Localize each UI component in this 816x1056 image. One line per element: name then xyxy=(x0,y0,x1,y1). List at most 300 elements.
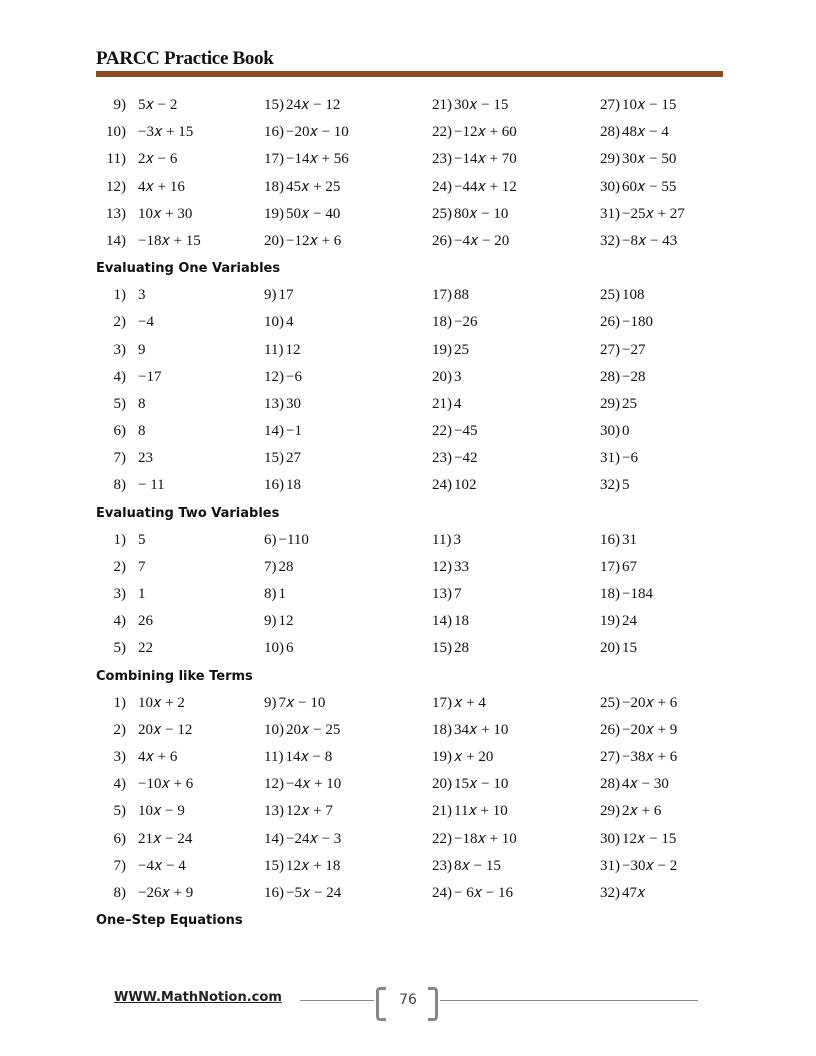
answer-number: 26) xyxy=(600,721,620,738)
answer-number: 2) xyxy=(113,721,126,738)
answer-number: 7) xyxy=(113,450,126,467)
answer-value: 9 xyxy=(138,341,146,358)
answer-item xyxy=(96,391,264,418)
answer-item xyxy=(96,364,264,391)
answer-value: −24𝑥 − 3 xyxy=(286,830,342,847)
answer-number: 8) xyxy=(113,884,126,901)
answer-number: 30) xyxy=(600,423,620,440)
answer-number: 15) xyxy=(264,97,284,113)
answer-number: 19) xyxy=(264,205,284,222)
answer-value: 48𝑥 − 4 xyxy=(622,124,669,141)
answer-item xyxy=(264,201,432,228)
answer-number: 13) xyxy=(106,205,126,222)
header-rule xyxy=(96,71,723,77)
answer-item xyxy=(600,853,723,880)
answer-item xyxy=(96,174,264,201)
answer-value: 12 xyxy=(278,613,294,630)
answer-value: −26 xyxy=(454,314,478,331)
answer-value: 45𝑥 + 25 xyxy=(286,178,341,195)
answer-number: 32) xyxy=(600,884,620,901)
answer-item xyxy=(432,364,600,391)
answer-item xyxy=(96,853,264,880)
answer-number: 30) xyxy=(600,830,620,847)
answer-number: 16) xyxy=(600,531,620,548)
answer-number: 15) xyxy=(432,640,452,657)
answer-value: 15𝑥 − 10 xyxy=(454,776,509,793)
answer-value: 4𝑥 + 16 xyxy=(138,178,185,195)
answer-item xyxy=(264,717,432,744)
answer-item xyxy=(96,527,264,554)
answer-column xyxy=(96,690,264,908)
answer-item xyxy=(264,635,432,662)
answer-item xyxy=(264,853,432,880)
answer-item xyxy=(264,880,432,907)
answer-number: 6) xyxy=(264,531,277,548)
answer-number: 5) xyxy=(113,640,126,657)
answer-number: 26) xyxy=(600,314,620,331)
answer-number: 32) xyxy=(600,477,620,494)
answer-item xyxy=(432,581,600,608)
answer-item xyxy=(600,826,723,853)
answer-item xyxy=(96,309,264,336)
answer-number: 19) xyxy=(600,613,620,630)
answer-item xyxy=(264,391,432,418)
answer-value: 4𝑥 − 30 xyxy=(622,776,669,793)
answer-item xyxy=(96,771,264,798)
answer-item xyxy=(96,146,264,173)
answer-value: −20𝑥 + 6 xyxy=(622,694,678,711)
answer-item xyxy=(264,337,432,364)
answer-number: 16) xyxy=(264,124,284,141)
answer-column xyxy=(96,282,264,500)
answer-value: 80𝑥 − 10 xyxy=(454,205,509,222)
answer-value: 5 xyxy=(622,477,630,494)
answer-value: 12𝑥 − 15 xyxy=(622,830,677,847)
answer-value: 10𝑥 − 15 xyxy=(622,97,677,113)
answer-item xyxy=(96,880,264,907)
answer-item xyxy=(432,92,600,119)
answer-value: 34𝑥 + 10 xyxy=(454,721,509,738)
answer-value: 26 xyxy=(138,613,153,630)
answer-item xyxy=(264,92,432,119)
answer-value: −184 xyxy=(622,586,653,602)
answer-item xyxy=(600,228,723,255)
answer-value: 18 xyxy=(454,613,469,630)
answer-number: 27) xyxy=(600,341,620,358)
answer-number: 11) xyxy=(264,748,284,765)
answer-item xyxy=(432,880,600,907)
answer-item xyxy=(432,337,600,364)
answer-number: 3) xyxy=(113,586,126,602)
answer-item xyxy=(600,146,723,173)
answer-value: − 6𝑥 − 16 xyxy=(454,884,514,901)
answer-value: 8𝑥 − 15 xyxy=(454,857,501,874)
answer-value: 88 xyxy=(454,287,469,304)
answer-number: 20) xyxy=(600,640,620,657)
answer-item xyxy=(432,826,600,853)
answer-number: 3) xyxy=(113,341,126,358)
answer-value: −4 xyxy=(138,314,154,331)
answer-column xyxy=(600,92,723,255)
answer-value: 8 xyxy=(138,395,146,412)
answer-value: 𝑥 + 20 xyxy=(454,748,494,765)
answer-number: 29) xyxy=(600,151,620,168)
answer-number: 18) xyxy=(432,314,452,331)
answer-number: 10) xyxy=(264,640,284,657)
answer-number: 21) xyxy=(432,97,452,113)
answer-value: −25𝑥 + 27 xyxy=(622,205,685,222)
answer-number: 5) xyxy=(113,803,126,820)
answer-value: −27 xyxy=(622,341,646,358)
answer-item xyxy=(264,445,432,472)
answer-number: 14) xyxy=(106,232,126,249)
answer-item xyxy=(432,445,600,472)
answer-column xyxy=(264,690,432,908)
answer-number: 22) xyxy=(432,830,452,847)
footer-divider-right xyxy=(440,1000,698,1001)
answer-value: 6 xyxy=(286,640,294,657)
answer-value: 10𝑥 + 2 xyxy=(138,694,185,711)
answer-number: 23) xyxy=(432,151,452,168)
answer-value: 102 xyxy=(454,477,477,494)
answer-value: −14𝑥 + 56 xyxy=(286,151,349,168)
answer-number: 1) xyxy=(113,531,126,548)
answer-item xyxy=(432,418,600,445)
answer-item xyxy=(264,608,432,635)
answer-number: 21) xyxy=(432,803,452,820)
answer-item xyxy=(432,472,600,499)
answer-value: 24𝑥 − 12 xyxy=(286,97,341,113)
answer-grid xyxy=(96,92,723,255)
answer-column xyxy=(264,527,432,663)
answer-number: 9) xyxy=(264,287,277,304)
answer-item xyxy=(432,282,600,309)
answer-number: 11) xyxy=(106,151,126,168)
answer-number: 21) xyxy=(432,395,452,412)
section-title: One–Step Equations xyxy=(96,913,243,929)
answer-number: 2) xyxy=(113,558,126,575)
answer-item xyxy=(96,472,264,499)
answer-value: −4𝑥 − 20 xyxy=(454,232,510,249)
answer-number: 30) xyxy=(600,178,620,195)
answer-number: 17) xyxy=(432,287,452,304)
answer-number: 17) xyxy=(264,151,284,168)
answer-item xyxy=(96,445,264,472)
answer-number: 18) xyxy=(600,586,620,602)
answer-item xyxy=(600,581,723,608)
answer-value: −42 xyxy=(454,450,478,467)
answer-column xyxy=(432,92,600,255)
answer-value: 21𝑥 − 24 xyxy=(138,830,193,847)
answer-value: −45 xyxy=(454,423,478,440)
answer-value: 10𝑥 − 9 xyxy=(138,803,185,820)
answer-value: −44𝑥 + 12 xyxy=(454,178,517,195)
answer-number: 14) xyxy=(264,423,284,440)
answer-value: 4 xyxy=(286,314,294,331)
answer-item xyxy=(96,744,264,771)
answer-value: 67 xyxy=(622,558,637,575)
answer-item xyxy=(432,228,600,255)
answer-number: 31) xyxy=(600,450,620,467)
answer-number: 13) xyxy=(264,803,284,820)
answer-column xyxy=(264,282,432,500)
answer-item xyxy=(264,472,432,499)
answer-number: 10) xyxy=(264,314,284,331)
answer-value: 1 xyxy=(138,586,146,602)
answer-number: 20) xyxy=(264,232,284,249)
answer-item xyxy=(600,527,723,554)
page-number-bracket-left xyxy=(376,987,386,1021)
answer-value: 28 xyxy=(278,558,294,575)
answer-item xyxy=(600,445,723,472)
answer-item xyxy=(600,744,723,771)
answer-item xyxy=(432,391,600,418)
answer-number: 19) xyxy=(432,748,452,765)
answer-number: 7) xyxy=(113,857,126,874)
answer-item xyxy=(600,364,723,391)
answer-value: 11𝑥 + 10 xyxy=(454,803,508,820)
answer-item xyxy=(432,771,600,798)
answer-value: 7 xyxy=(454,586,462,602)
answer-item xyxy=(96,418,264,445)
answer-item xyxy=(600,201,723,228)
answer-number: 9) xyxy=(113,97,126,113)
answer-item xyxy=(600,880,723,907)
answer-value: 3 xyxy=(454,368,462,385)
answer-number: 13) xyxy=(264,395,284,412)
answer-number: 27) xyxy=(600,97,620,113)
answer-item xyxy=(264,771,432,798)
answer-number: 28) xyxy=(600,124,620,141)
answer-number: 6) xyxy=(113,423,126,440)
answer-number: 31) xyxy=(600,205,620,222)
answer-value: −14𝑥 + 70 xyxy=(454,151,517,168)
answer-number: 29) xyxy=(600,803,620,820)
answer-value: 20𝑥 − 12 xyxy=(138,721,193,738)
answer-item xyxy=(600,472,723,499)
answer-column xyxy=(600,690,723,908)
answer-number: 1) xyxy=(113,694,126,711)
answer-value: 31 xyxy=(622,531,637,548)
answer-item xyxy=(264,146,432,173)
answer-number: 5) xyxy=(113,395,126,412)
website-link[interactable]: WWW.MathNotion.com xyxy=(114,990,282,1005)
answer-item xyxy=(96,201,264,228)
answer-item xyxy=(432,690,600,717)
answer-item xyxy=(600,418,723,445)
answer-value: −180 xyxy=(622,314,653,331)
answer-item xyxy=(600,717,723,744)
answer-number: 7) xyxy=(264,558,277,575)
answer-column xyxy=(432,282,600,500)
answer-number: 18) xyxy=(432,721,452,738)
answer-value: 23 xyxy=(138,450,153,467)
answer-item xyxy=(432,744,600,771)
answer-number: 24) xyxy=(432,884,452,901)
answer-number: 15) xyxy=(264,857,284,874)
answer-value: −26𝑥 + 9 xyxy=(138,884,194,901)
answer-value: 25 xyxy=(454,341,469,358)
answer-item xyxy=(264,418,432,445)
answer-value: 12 xyxy=(285,341,301,358)
answer-value: 8 xyxy=(138,423,146,440)
answer-value: 2𝑥 + 6 xyxy=(622,803,662,820)
answer-item xyxy=(600,174,723,201)
answer-number: 25) xyxy=(600,287,620,304)
answer-number: 18) xyxy=(264,178,284,195)
answer-column xyxy=(432,690,600,908)
answer-number: 17) xyxy=(432,694,452,711)
answer-number: 29) xyxy=(600,395,620,412)
answer-item xyxy=(264,581,432,608)
answer-column xyxy=(264,92,432,255)
answer-number: 1) xyxy=(113,287,126,304)
answer-item xyxy=(264,826,432,853)
answer-number: 8) xyxy=(113,477,126,494)
answer-item xyxy=(600,282,723,309)
answer-value: −3𝑥 + 15 xyxy=(138,124,194,141)
answer-item xyxy=(264,309,432,336)
answer-value: 5𝑥 − 2 xyxy=(138,97,178,113)
answer-item xyxy=(96,337,264,364)
answer-number: 17) xyxy=(600,558,620,575)
answer-value: − 11 xyxy=(138,477,165,494)
answer-number: 9) xyxy=(264,694,277,711)
answer-value: 60𝑥 − 55 xyxy=(622,178,677,195)
answer-column xyxy=(96,92,264,255)
answer-number: 13) xyxy=(432,586,452,602)
answer-number: 14) xyxy=(264,830,284,847)
answer-number: 14) xyxy=(432,613,452,630)
page-number: 76 xyxy=(399,992,417,1008)
answer-item xyxy=(264,690,432,717)
answer-number: 22) xyxy=(432,423,452,440)
answer-number: 8) xyxy=(264,586,277,602)
answer-value: −12𝑥 + 6 xyxy=(286,232,342,249)
answer-value: 7𝑥 − 10 xyxy=(278,694,326,711)
answer-value: 30𝑥 − 15 xyxy=(454,97,509,113)
answer-value: 3 xyxy=(453,531,461,548)
answer-number: 9) xyxy=(264,613,277,630)
answer-value: 30 xyxy=(286,395,301,412)
answer-number: 4) xyxy=(113,613,126,630)
answer-number: 10) xyxy=(106,124,126,141)
answer-item xyxy=(600,608,723,635)
answer-grid xyxy=(96,282,723,500)
answer-column xyxy=(96,527,264,663)
answer-item xyxy=(600,690,723,717)
answer-value: 10𝑥 + 30 xyxy=(138,205,193,222)
answer-value: 22 xyxy=(138,640,153,657)
answer-value: −12𝑥 + 60 xyxy=(454,124,517,141)
answer-number: 16) xyxy=(264,477,284,494)
answer-value: 𝑥 + 4 xyxy=(454,694,486,711)
answer-value: −1 xyxy=(286,423,302,440)
answer-item xyxy=(264,744,432,771)
answer-item xyxy=(96,581,264,608)
answer-value: 15 xyxy=(622,640,637,657)
answer-number: 11) xyxy=(432,531,452,548)
answer-value: −110 xyxy=(278,531,309,548)
answer-value: 18 xyxy=(286,477,301,494)
answer-number: 12) xyxy=(432,558,452,575)
answer-item xyxy=(600,554,723,581)
answer-item xyxy=(432,527,600,554)
answer-item xyxy=(600,635,723,662)
answer-value: 25 xyxy=(622,395,637,412)
answer-value: 30𝑥 − 50 xyxy=(622,151,677,168)
answer-item xyxy=(264,527,432,554)
page-number-bracket-right xyxy=(428,987,438,1021)
answer-number: 12) xyxy=(106,178,126,195)
answer-value: −38𝑥 + 6 xyxy=(622,748,678,765)
answer-number: 2) xyxy=(113,314,126,331)
answer-value: 24 xyxy=(622,613,637,630)
answer-value: 4𝑥 + 6 xyxy=(138,748,178,765)
answer-item xyxy=(600,119,723,146)
answer-number: 27) xyxy=(600,748,620,765)
answer-number: 20) xyxy=(432,368,452,385)
answer-number: 12) xyxy=(264,776,284,793)
answer-number: 24) xyxy=(432,477,452,494)
answer-value: 17 xyxy=(278,287,294,304)
page-header-title: PARCC Practice Book xyxy=(96,48,274,69)
section-title: Evaluating Two Variables xyxy=(96,505,280,521)
answer-value: 14𝑥 − 8 xyxy=(285,748,333,765)
answer-item xyxy=(264,798,432,825)
answer-item xyxy=(264,174,432,201)
answer-value: 5 xyxy=(138,531,146,548)
answer-item xyxy=(600,92,723,119)
answer-value: −6 xyxy=(286,368,302,385)
answer-item xyxy=(432,635,600,662)
answer-number: 24) xyxy=(432,178,452,195)
answer-column xyxy=(432,527,600,663)
answer-number: 32) xyxy=(600,232,620,249)
answer-value: −5𝑥 − 24 xyxy=(286,884,342,901)
answer-item xyxy=(432,119,600,146)
answer-value: −20𝑥 + 9 xyxy=(622,721,678,738)
answer-item xyxy=(264,364,432,391)
answer-item xyxy=(96,826,264,853)
answer-number: 15) xyxy=(264,450,284,467)
section-title: Combining like Terms xyxy=(96,668,253,684)
answer-item xyxy=(264,119,432,146)
answer-item xyxy=(600,309,723,336)
answer-item xyxy=(600,771,723,798)
answer-item xyxy=(96,92,264,119)
answer-item xyxy=(96,228,264,255)
answer-number: 16) xyxy=(264,884,284,901)
answer-number: 28) xyxy=(600,776,620,793)
answer-item xyxy=(432,174,600,201)
answer-item xyxy=(264,228,432,255)
answer-value: 3 xyxy=(138,287,146,304)
answer-value: 7 xyxy=(138,558,146,575)
answer-column xyxy=(600,282,723,500)
answer-number: 12) xyxy=(264,368,284,385)
answer-value: −4𝑥 − 4 xyxy=(138,857,186,874)
answer-item xyxy=(96,717,264,744)
answer-value: −18𝑥 + 15 xyxy=(138,232,201,249)
answer-value: −18𝑥 + 10 xyxy=(454,830,517,847)
answer-item xyxy=(432,554,600,581)
footer-divider-left xyxy=(300,1000,374,1001)
answer-value: −4𝑥 + 10 xyxy=(286,776,342,793)
answer-item xyxy=(96,608,264,635)
answer-item xyxy=(96,690,264,717)
answer-value: −17 xyxy=(138,368,162,385)
